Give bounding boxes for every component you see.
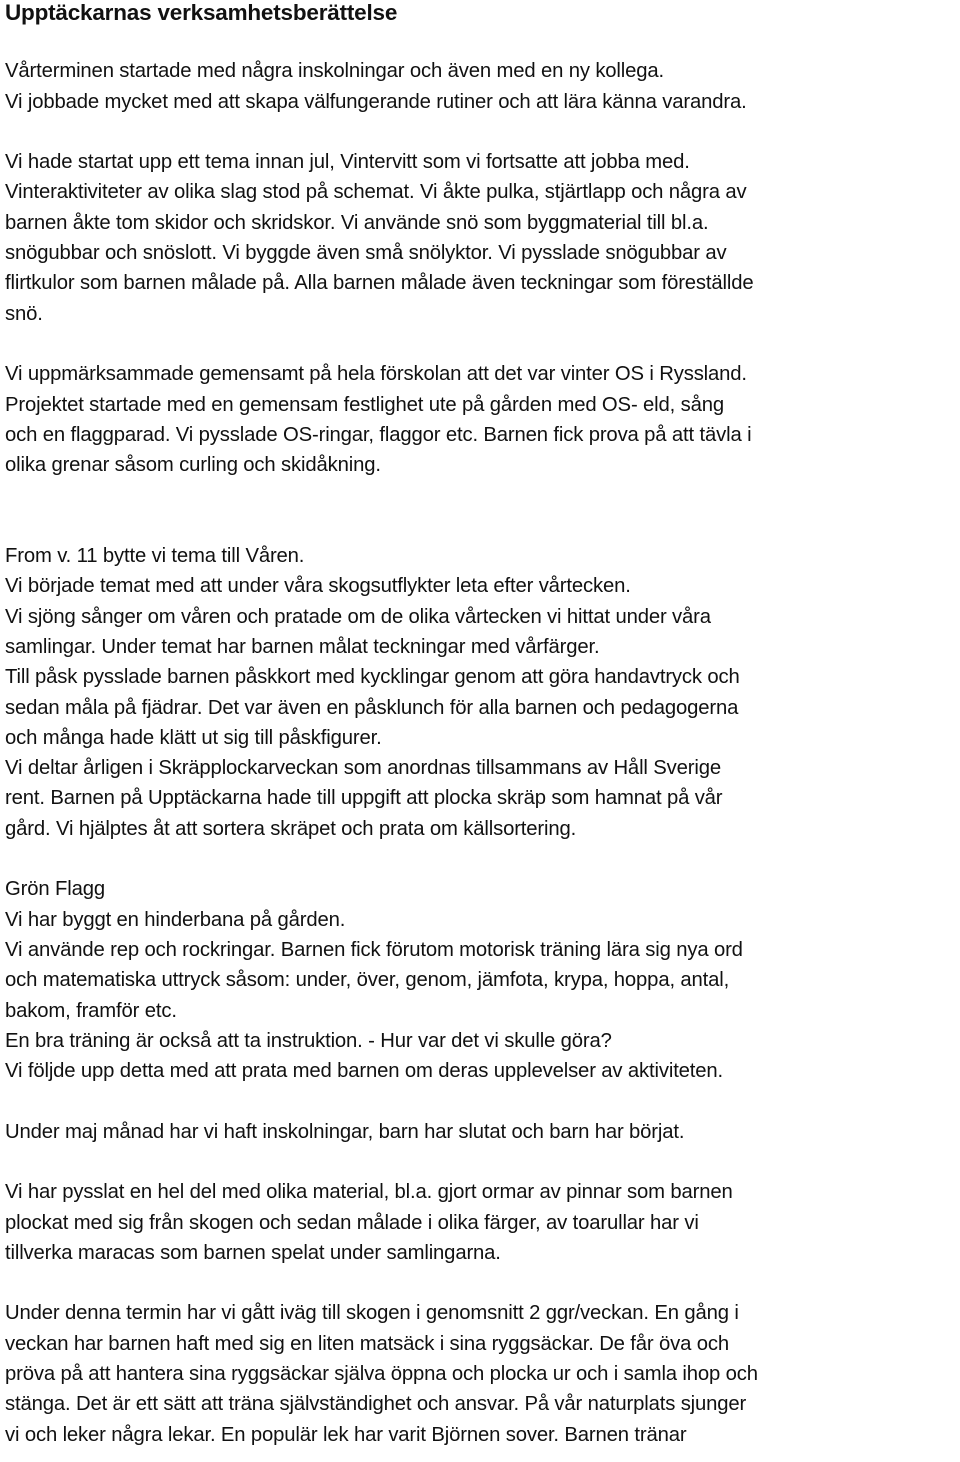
text-line: olika grenar såsom curling och skidåkning. <box>5 454 381 477</box>
text-line: Vi har byggt en hinderbana på gården. <box>5 908 346 931</box>
text-line: Vi jobbade mycket med att skapa välfungerande rutiner och att lära känna varandra. <box>5 90 747 113</box>
text-line: Vi deltar årligen i Skräpplockarveckan som anordnas tillsammans av Håll Sverige <box>5 757 721 780</box>
paragraph <box>5 1177 960 1268</box>
paragraph <box>5 147 960 329</box>
text-line: snö. <box>5 302 43 325</box>
paragraph-spacer <box>5 1147 960 1177</box>
paragraph-spacer <box>5 1268 960 1298</box>
text-line: vi och leker några lekar. En populär lek har varit Björnen sover. Barnen tränar <box>5 1423 687 1446</box>
text-line: gård. Vi hjälptes åt att sortera skräpet och prata om källsortering. <box>5 817 577 840</box>
paragraph <box>5 541 960 844</box>
text-line: Vinteraktiviteter av olika slag stod på schemat. Vi åkte pulka, stjärtlapp och några av <box>5 181 747 204</box>
text-line: From v. 11 bytte vi tema till Våren. <box>5 545 305 568</box>
text-line: Vi följde upp detta med att prata med barnen om deras upplevelser av aktiviteten. <box>5 1060 724 1083</box>
text-line: samlingar. Under temat har barnen målat teckningar med vårfärger. <box>5 635 600 658</box>
text-line: bakom, framför etc. <box>5 999 177 1022</box>
text-line: En bra träning är också att ta instruktion. - Hur var det vi skulle göra? <box>5 1029 612 1052</box>
text-line: och matematiska uttryck såsom: under, över, genom, jämfota, krypa, hoppa, antal, <box>5 969 730 992</box>
text-line: Vi hade startat upp ett tema innan jul, Vintervitt som vi fortsatte att jobba med. <box>5 151 690 174</box>
text-line: veckan har barnen haft med sig en liten matsäck i sina ryggsäckar. De får öva och <box>5 1332 729 1355</box>
paragraph <box>5 359 960 480</box>
text-line: stänga. Det är ett sätt att träna självständighet och ansvar. På vår naturplats sjunger <box>5 1393 747 1416</box>
text-line: sedan måla på fjädrar. Det var även en påsklunch för alla barnen och pedagogerna <box>5 696 739 719</box>
text-line: Under denna termin har vi gått iväg till skogen i genomsnitt 2 ggr/veckan. En gång i <box>5 1302 739 1325</box>
text-line: barnen åkte tom skidor och skridskor. Vi använde snö som byggmaterial till bl.a. <box>5 211 709 234</box>
paragraph-spacer <box>5 26 960 56</box>
document-title: Upptäckarnas verksamhetsberättelse <box>5 0 398 25</box>
text-line: Vi uppmärksammade gemensamt på hela förskolan att det var vinter OS i Ryssland. <box>5 363 747 386</box>
text-line: Under maj månad har vi haft inskolningar, barn har slutat och barn har börjat. <box>5 1120 685 1143</box>
text-line: Grön Flagg <box>5 878 105 901</box>
paragraph <box>5 874 960 1086</box>
text-line: Vi har pysslat en hel del med olika material, bl.a. gjort ormar av pinnar som barnen <box>5 1181 733 1204</box>
text-line: pröva på att hantera sina ryggsäckar själva öppna och plocka ur och i samla ihop och <box>5 1363 758 1386</box>
text-line: och en flaggparad. Vi pysslade OS-ringar, flaggor etc. Barnen fick prova på att tävla i <box>5 423 752 446</box>
paragraph <box>5 56 960 117</box>
text-line: Vi började temat med att under våra skogsutflykter leta efter vårtecken. <box>5 575 631 598</box>
text-line: snögubbar och snöslott. Vi byggde även små snölyktor. Vi pysslade snögubbar av <box>5 242 727 265</box>
paragraph-spacer <box>5 844 960 874</box>
text-line: Vårterminen startade med några inskolningar och även med en ny kollega. <box>5 60 665 83</box>
paragraph <box>5 1298 960 1449</box>
text-line: rent. Barnen på Upptäckarna hade till uppgift att plocka skräp som hamnat på vår <box>5 787 723 810</box>
document-page <box>5 0 960 1450</box>
text-line: Vi använde rep och rockringar. Barnen fick förutom motorisk träning lära sig nya ord <box>5 938 743 961</box>
paragraph-spacer <box>5 480 960 541</box>
text-line: Till påsk pysslade barnen påskkort med kycklingar genom att göra handavtryck och <box>5 666 740 689</box>
text-line: tillverka maracas som barnen spelat under samlingarna. <box>5 1241 501 1264</box>
paragraph-spacer <box>5 1086 960 1116</box>
text-line: flirtkulor som barnen målade på. Alla barnen målade även teckningar som föreställde <box>5 272 754 295</box>
text-line: plockat med sig från skogen och sedan målade i olika färger, av toarullar har vi <box>5 1211 699 1234</box>
paragraph <box>5 1117 960 1147</box>
paragraph-spacer <box>5 329 960 359</box>
paragraph-spacer <box>5 117 960 147</box>
text-line: och många hade klätt ut sig till påskfigurer. <box>5 726 382 749</box>
text-line: Projektet startade med en gemensam festlighet ute på gården med OS- eld, sång <box>5 393 724 416</box>
document-body <box>5 26 960 1450</box>
text-line: Vi sjöng sånger om våren och pratade om de olika vårtecken vi hittat under våra <box>5 605 711 628</box>
